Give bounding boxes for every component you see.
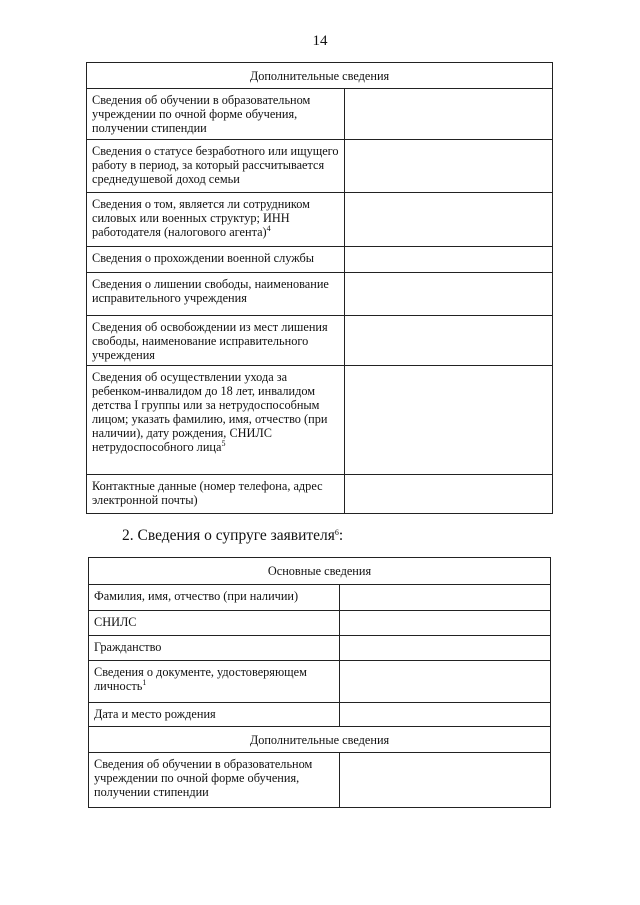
identity-doc-value[interactable]	[340, 661, 551, 703]
release-value[interactable]	[345, 316, 553, 366]
row-label	[87, 316, 345, 366]
section-title-text: 2. Сведения о супруге заявителя	[122, 527, 335, 544]
footnote-mark: 4	[266, 224, 271, 233]
imprisonment-value[interactable]	[345, 273, 553, 316]
row-label	[89, 753, 340, 808]
header-label: Основные сведения	[267, 564, 372, 578]
military-employee-label: Сведения о том, является ли сотрудником силовых или военных структур; ИНН работодателя (налогового агента)	[92, 197, 310, 239]
imprisonment-label: Сведения о лишении свободы, наименование исправительного учреждения	[92, 277, 329, 305]
row-label	[87, 140, 345, 193]
contacts-label: Контактные данные (номер телефона, адрес электронной почты)	[92, 479, 323, 507]
military-employee-value[interactable]	[345, 193, 553, 247]
row-label	[87, 273, 345, 316]
study-info-label: Сведения об обучении в образовательном учреждении по очной форме обучения, получении стипендии	[92, 93, 311, 135]
section-title	[122, 527, 343, 545]
row-label	[89, 585, 340, 611]
table-header	[89, 558, 551, 585]
footnote-mark: 5	[221, 439, 226, 448]
unemployed-status-label: Сведения о статусе безработного или ищущего работу в период, за который рассчитывается среднедушевой доход семьи	[92, 144, 339, 186]
full-name-label: Фамилия, имя, отчество (при наличии)	[94, 589, 299, 603]
page-number: 14	[312, 33, 328, 49]
military-service-label: Сведения о прохождении военной службы	[92, 251, 315, 265]
row-label	[87, 366, 345, 475]
birth-info-value[interactable]	[340, 703, 551, 727]
row-label	[87, 247, 345, 273]
snils-label: СНИЛС	[94, 615, 137, 629]
row-label	[87, 193, 345, 247]
spouse-info-table	[88, 557, 551, 808]
birth-info-label: Дата и место рождения	[94, 707, 216, 721]
header-label: Дополнительные сведения	[249, 732, 390, 747]
row-label	[89, 661, 340, 703]
care-info-value[interactable]	[345, 366, 553, 475]
footnote-mark: 1	[142, 678, 147, 687]
section-title-suffix: :	[338, 527, 344, 544]
military-service-value[interactable]	[345, 247, 553, 273]
citizenship-label: Гражданство	[94, 640, 162, 654]
citizenship-value[interactable]	[340, 636, 551, 661]
contacts-value[interactable]	[345, 475, 553, 514]
row-label	[87, 89, 345, 140]
study-info-value[interactable]	[345, 89, 553, 140]
row-label	[87, 475, 345, 514]
unemployed-status-value[interactable]	[345, 140, 553, 193]
release-label: Сведения об освобождении из мест лишения свободы, наименование исправительного учреждения	[92, 320, 328, 362]
full-name-value[interactable]	[340, 585, 551, 611]
additional-info-table	[86, 62, 553, 514]
row-label	[89, 636, 340, 661]
study-info-label: Сведения об обучении в образовательном учреждении по очной форме обучения, получении стипендии	[94, 757, 313, 799]
header-label: Дополнительные сведения	[249, 68, 390, 83]
snils-value[interactable]	[340, 611, 551, 636]
table-header	[89, 727, 551, 753]
row-label	[89, 611, 340, 636]
care-info-label: Сведения об осуществлении ухода за ребенком-инвалидом до 18 лет, инвалидом детства I группы или за нетрудоспособным лицом; указать фамилию, имя, отчество (при наличии), дату рождения, СНИЛС нетрудоспособного лица	[92, 370, 328, 454]
study-info-value[interactable]	[340, 753, 551, 808]
table-header	[87, 63, 553, 89]
row-label	[89, 703, 340, 727]
identity-doc-label: Сведения о документе, удостоверяющем личность	[94, 665, 307, 693]
footnote-mark: 6	[334, 528, 339, 537]
